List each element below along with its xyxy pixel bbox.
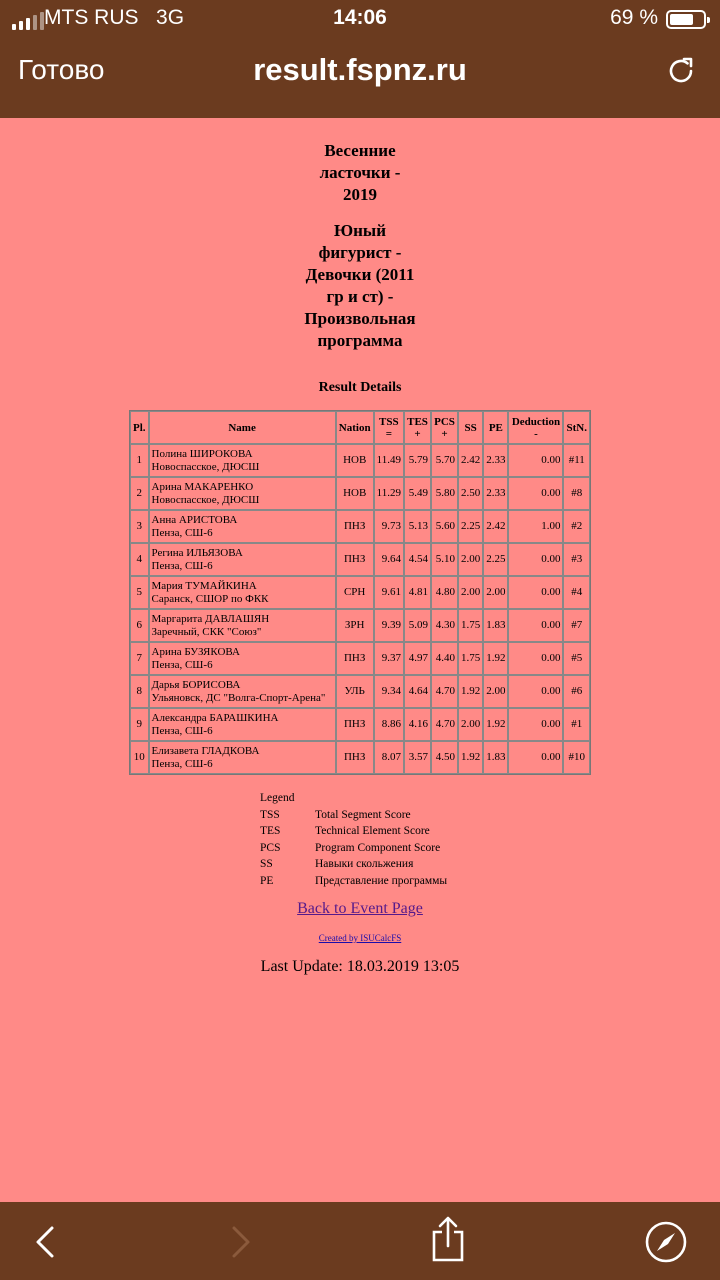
tss-cell: 11.29	[374, 477, 404, 510]
tes-cell: 5.79	[404, 444, 431, 477]
pcs-cell: 4.70	[431, 708, 458, 741]
deduction-cell: 0.00	[508, 609, 563, 642]
tss-cell: 9.73	[374, 510, 404, 543]
place-cell: 2	[130, 477, 149, 510]
legend-item: PE Представление программы	[260, 874, 448, 887]
pe-cell: 2.00	[483, 576, 508, 609]
tss-cell: 8.07	[374, 741, 404, 774]
col-pcs: PCS +	[431, 411, 458, 444]
col-tes: TES +	[404, 411, 431, 444]
address-url[interactable]: result.fspnz.ru	[253, 52, 467, 87]
col-name: Name	[149, 411, 336, 444]
battery-percentage: 69 %	[610, 6, 658, 29]
deduction-cell: 0.00	[508, 741, 563, 774]
segment-title: Юный фигурист - Девочки (2011 гр и ст) - Произвольная программа	[304, 221, 416, 350]
skater-club: Пенза, СШ-6	[151, 724, 213, 737]
table-row	[130, 444, 590, 477]
nation-cell: УЛЬ	[336, 675, 374, 708]
tes-cell: 5.49	[404, 477, 431, 510]
skater-name: Елизавета ГЛАДКОВА	[151, 744, 260, 757]
tes-cell: 3.57	[404, 741, 431, 774]
skater-club: Ульяновск, ДС "Волга-Спорт-Арена"	[151, 691, 326, 704]
event-title: Весенние ласточки - 2019	[319, 141, 401, 204]
ss-cell: 1.92	[458, 675, 483, 708]
tes-cell: 4.54	[404, 543, 431, 576]
skater-cell	[149, 708, 336, 741]
start-number-cell: #3	[563, 543, 590, 576]
legend-title: Legend	[260, 792, 295, 804]
pe-cell: 1.92	[483, 708, 508, 741]
start-number-cell: #5	[563, 642, 590, 675]
table-row	[130, 741, 590, 774]
skater-cell	[149, 675, 336, 708]
done-button[interactable]: Готово	[18, 54, 105, 85]
tss-cell: 9.61	[374, 576, 404, 609]
reload-icon[interactable]	[666, 54, 698, 86]
nation-cell: ПНЗ	[336, 543, 374, 576]
start-number-cell: #1	[563, 708, 590, 741]
status-bar	[0, 0, 720, 38]
pcs-cell: 5.60	[431, 510, 458, 543]
nation-cell: ПНЗ	[336, 741, 374, 774]
skater-cell	[149, 741, 336, 774]
tss-cell: 9.37	[374, 642, 404, 675]
place-cell: 7	[130, 642, 149, 675]
tes-cell: 5.13	[404, 510, 431, 543]
col-nation: Nation	[336, 411, 374, 444]
pcs-cell: 4.30	[431, 609, 458, 642]
skater-club: Саранск, СШОР по ФКК	[151, 592, 269, 605]
start-number-cell: #11	[563, 444, 590, 477]
ss-cell: 2.00	[458, 576, 483, 609]
skater-cell	[149, 642, 336, 675]
tes-cell: 4.97	[404, 642, 431, 675]
skater-club: Пенза, СШ-6	[151, 526, 213, 539]
tss-cell: 8.86	[374, 708, 404, 741]
place-cell: 4	[130, 543, 149, 576]
pe-cell: 2.33	[483, 444, 508, 477]
skater-name: Арина БУЗЯКОВА	[151, 645, 240, 658]
table-row	[130, 477, 590, 510]
tes-cell: 4.64	[404, 675, 431, 708]
col-pl: Pl.	[130, 411, 149, 444]
nation-cell: СРН	[336, 576, 374, 609]
share-icon[interactable]	[428, 1214, 468, 1264]
tes-cell: 4.81	[404, 576, 431, 609]
table-row	[130, 576, 590, 609]
table-row	[130, 642, 590, 675]
deduction-cell: 0.00	[508, 708, 563, 741]
skater-name: Дарья БОРИСОВА	[151, 678, 241, 691]
compass-icon[interactable]	[644, 1220, 688, 1264]
start-number-cell: #4	[563, 576, 590, 609]
skater-name: Полина ШИРОКОВА	[151, 447, 253, 460]
skater-name: Александра БАРАШКИНА	[151, 711, 279, 724]
skater-cell	[149, 576, 336, 609]
nation-cell: ПНЗ	[336, 708, 374, 741]
pe-cell: 1.92	[483, 642, 508, 675]
ss-cell: 1.75	[458, 609, 483, 642]
ss-cell: 2.25	[458, 510, 483, 543]
deduction-cell: 0.00	[508, 675, 563, 708]
created-by-link[interactable]: Created by ISUCalcFS	[318, 933, 402, 943]
pcs-cell: 5.10	[431, 543, 458, 576]
skater-cell	[149, 477, 336, 510]
pe-cell: 2.00	[483, 675, 508, 708]
skater-club: Новоспасское, ДЮСШ	[151, 493, 260, 506]
ss-cell: 2.00	[458, 708, 483, 741]
deduction-cell: 0.00	[508, 477, 563, 510]
skater-name: Регина ИЛЬЯЗОВА	[151, 546, 243, 559]
battery-icon	[666, 10, 706, 29]
status-time: 14:06	[333, 6, 387, 29]
skater-cell	[149, 543, 336, 576]
results-table	[129, 410, 591, 775]
table-row	[130, 708, 590, 741]
skater-club: Заречный, СКК "Союз"	[151, 625, 262, 638]
place-cell: 8	[130, 675, 149, 708]
col-ss: SS	[458, 411, 483, 444]
legend-item: PCS Program Component Score	[260, 841, 441, 854]
forward-arrow-icon[interactable]	[226, 1222, 256, 1262]
tes-cell: 4.16	[404, 708, 431, 741]
deduction-cell: 0.00	[508, 444, 563, 477]
start-number-cell: #6	[563, 675, 590, 708]
place-cell: 3	[130, 510, 149, 543]
pe-cell: 1.83	[483, 741, 508, 774]
ss-cell: 2.50	[458, 477, 483, 510]
legend-item: SS Навыки скольжения	[260, 858, 414, 870]
nation-cell: ЗРН	[336, 609, 374, 642]
table-header-row	[130, 411, 590, 444]
tss-cell: 9.34	[374, 675, 404, 708]
legend	[260, 790, 447, 889]
col-pe: PE	[483, 411, 508, 444]
place-cell: 6	[130, 609, 149, 642]
place-cell: 1	[130, 444, 149, 477]
skater-club: Новоспасское, ДЮСШ	[151, 460, 260, 473]
nation-cell: НОВ	[336, 444, 374, 477]
pcs-cell: 4.70	[431, 675, 458, 708]
col-deduction: Deduction -	[508, 411, 563, 444]
ss-cell: 2.00	[458, 543, 483, 576]
ss-cell: 1.92	[458, 741, 483, 774]
skater-name: Арина МАКАРЕНКО	[151, 480, 254, 493]
pcs-cell: 5.70	[431, 444, 458, 477]
pe-cell: 2.42	[483, 510, 508, 543]
legend-item: TSS Total Segment Score	[260, 808, 411, 821]
pe-cell: 2.33	[483, 477, 508, 510]
ss-cell: 1.75	[458, 642, 483, 675]
tes-cell: 5.09	[404, 609, 431, 642]
place-cell: 10	[130, 741, 149, 774]
deduction-cell: 0.00	[508, 543, 563, 576]
skater-name: Маргарита ДАВЛАШЯН	[151, 612, 270, 625]
legend-item: TES Technical Element Score	[260, 825, 430, 837]
skater-club: Пенза, СШ-6	[151, 757, 213, 770]
browser-bottom-toolbar	[0, 1202, 720, 1280]
pcs-cell: 4.50	[431, 741, 458, 774]
pcs-cell: 5.80	[431, 477, 458, 510]
start-number-cell: #2	[563, 510, 590, 543]
last-update: Last Update: 18.03.2019 13:05	[260, 958, 460, 975]
start-number-cell: #7	[563, 609, 590, 642]
deduction-cell: 0.00	[508, 642, 563, 675]
skater-club: Пенза, СШ-6	[151, 559, 213, 572]
col-stn: StN.	[563, 411, 590, 444]
skater-cell	[149, 510, 336, 543]
skater-cell	[149, 609, 336, 642]
pcs-cell: 4.80	[431, 576, 458, 609]
carrier-label: MTS RUS 3G	[44, 6, 185, 29]
nation-cell: НОВ	[336, 477, 374, 510]
start-number-cell: #10	[563, 741, 590, 774]
skater-cell	[149, 444, 336, 477]
browser-top-bar	[0, 0, 720, 118]
deduction-cell: 0.00	[508, 576, 563, 609]
table-row	[130, 675, 590, 708]
start-number-cell: #8	[563, 477, 590, 510]
skater-name: Мария ТУМАЙКИНА	[151, 579, 257, 592]
table-row	[130, 609, 590, 642]
skater-club: Пенза, СШ-6	[151, 658, 213, 671]
back-to-event-link[interactable]: Back to Event Page	[297, 900, 423, 917]
tss-cell: 9.39	[374, 609, 404, 642]
place-cell: 5	[130, 576, 149, 609]
ss-cell: 2.42	[458, 444, 483, 477]
pe-cell: 2.25	[483, 543, 508, 576]
back-arrow-icon[interactable]	[30, 1222, 60, 1262]
place-cell: 9	[130, 708, 149, 741]
col-tss: TSS =	[374, 411, 404, 444]
tss-cell: 9.64	[374, 543, 404, 576]
table-row	[130, 543, 590, 576]
section-title: Result Details	[318, 380, 402, 395]
deduction-cell: 1.00	[508, 510, 563, 543]
tss-cell: 11.49	[374, 444, 404, 477]
page-content	[0, 118, 720, 1202]
pcs-cell: 4.40	[431, 642, 458, 675]
nation-cell: ПНЗ	[336, 510, 374, 543]
pe-cell: 1.83	[483, 609, 508, 642]
skater-name: Анна АРИСТОВА	[151, 513, 238, 526]
table-row	[130, 510, 590, 543]
nation-cell: ПНЗ	[336, 642, 374, 675]
